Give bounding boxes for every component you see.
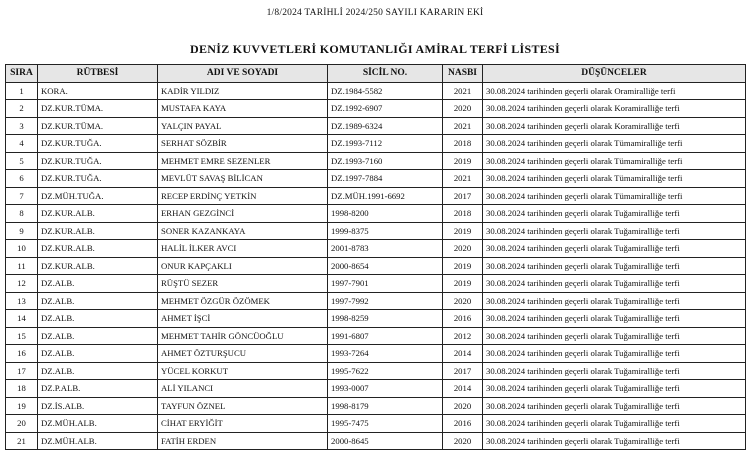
cell-name: MUSTAFA KAYA (158, 100, 328, 118)
cell-rutbe: DZ.KUR.ALB. (38, 222, 158, 240)
cell-rutbe: DZ.MÜH.ALB. (38, 432, 158, 450)
table-row (6, 380, 746, 398)
cell-sicil: DZ.1993-7160 (328, 152, 443, 170)
cell-nasbi: 2020 (443, 397, 483, 415)
table-row (6, 415, 746, 433)
cell-nasbi: 2020 (443, 240, 483, 258)
cell-sicil: 1995-7622 (328, 362, 443, 380)
table-row (6, 82, 746, 100)
cell-rutbe: DZ.KUR.ALB. (38, 205, 158, 223)
cell-name: ALİ YILANCI (158, 380, 328, 398)
cell-name: YALÇIN PAYAL (158, 117, 328, 135)
cell-sira: 7 (6, 187, 38, 205)
cell-sira: 16 (6, 345, 38, 363)
cell-name: RÜŞTÜ SEZER (158, 275, 328, 293)
table-row (6, 187, 746, 205)
cell-dusunceler: 30.08.2024 tarihinden geçerli olarak Tümamiralliğe terfi (483, 170, 746, 188)
cell-nasbi: 2021 (443, 117, 483, 135)
cell-name: TAYFUN ÖZNEL (158, 397, 328, 415)
cell-nasbi: 2019 (443, 275, 483, 293)
cell-name: SONER KAZANKAYA (158, 222, 328, 240)
cell-nasbi: 2019 (443, 222, 483, 240)
cell-name: MEHMET EMRE SEZENLER (158, 152, 328, 170)
table-row (6, 100, 746, 118)
cell-dusunceler: 30.08.2024 tarihinden geçerli olarak Koramiralliğe terfi (483, 117, 746, 135)
cell-nasbi: 2014 (443, 380, 483, 398)
cell-name: AHMET ÖZTURŞUCU (158, 345, 328, 363)
cell-rutbe: DZ.KUR.TUĞA. (38, 152, 158, 170)
cell-name: SERHAT SÖZBİR (158, 135, 328, 153)
cell-sicil: DZ.1992-6907 (328, 100, 443, 118)
header-note: 1/8/2024 TARİHLİ 2024/250 SAYILI KARARIN EKİ (266, 8, 484, 18)
cell-rutbe: DZ.P.ALB. (38, 380, 158, 398)
table-row (6, 397, 746, 415)
cell-name: MEHMET ÖZGÜR ÖZÖMEK (158, 292, 328, 310)
cell-dusunceler: 30.08.2024 tarihinden geçerli olarak Tümamiralliğe terfi (483, 135, 746, 153)
cell-dusunceler: 30.08.2024 tarihinden geçerli olarak Tuğamiralliğe terfi (483, 205, 746, 223)
cell-sira: 19 (6, 397, 38, 415)
cell-sicil: 1998-8259 (328, 310, 443, 328)
cell-sira: 4 (6, 135, 38, 153)
cell-sicil: DZ.1993-7112 (328, 135, 443, 153)
cell-name: AHMET İŞCİ (158, 310, 328, 328)
cell-nasbi: 2016 (443, 415, 483, 433)
cell-sicil: 1993-0007 (328, 380, 443, 398)
cell-rutbe: DZ.ALB. (38, 345, 158, 363)
cell-sicil: DZ.MÜH.1991-6692 (328, 187, 443, 205)
cell-nasbi: 2017 (443, 362, 483, 380)
cell-name: YÜCEL KORKUT (158, 362, 328, 380)
cell-sicil: 1991-6807 (328, 327, 443, 345)
cell-nasbi: 2014 (443, 345, 483, 363)
cell-rutbe: DZ.İS.ALB. (38, 397, 158, 415)
cell-sira: 9 (6, 222, 38, 240)
cell-sicil: 1997-7901 (328, 275, 443, 293)
column-header-sira: SIRA (6, 65, 38, 83)
document-title: DENİZ KUVVETLERİ KOMUTANLIĞI AMİRAL TERFİ LİSTESİ (189, 42, 560, 56)
table-row (6, 170, 746, 188)
cell-rutbe: DZ.ALB. (38, 275, 158, 293)
table-header-row (6, 65, 746, 83)
cell-sira: 6 (6, 170, 38, 188)
table-row (6, 257, 746, 275)
cell-sira: 21 (6, 432, 38, 450)
column-header-dusunceler: DÜŞÜNCELER (483, 65, 746, 83)
promotion-table (5, 64, 746, 450)
cell-dusunceler: 30.08.2024 tarihinden geçerli olarak Tümamiralliğe terfi (483, 187, 746, 205)
cell-nasbi: 2017 (443, 187, 483, 205)
column-header-rutbe: RÜTBESİ (38, 65, 158, 83)
cell-sicil: DZ.1984-5582 (328, 82, 443, 100)
cell-name: RECEP ERDİNÇ YETKİN (158, 187, 328, 205)
cell-sira: 10 (6, 240, 38, 258)
cell-sira: 17 (6, 362, 38, 380)
cell-dusunceler: 30.08.2024 tarihinden geçerli olarak Tuğamiralliğe terfi (483, 222, 746, 240)
table-row (6, 345, 746, 363)
cell-rutbe: KORA. (38, 82, 158, 100)
table-row (6, 205, 746, 223)
table-row (6, 152, 746, 170)
cell-rutbe: DZ.KUR.ALB. (38, 257, 158, 275)
cell-rutbe: DZ.KUR.ALB. (38, 240, 158, 258)
cell-name: MEHMET TAHİR GÖNCÜOĞLU (158, 327, 328, 345)
table-row (6, 240, 746, 258)
cell-sira: 12 (6, 275, 38, 293)
table-body (6, 82, 746, 450)
cell-dusunceler: 30.08.2024 tarihinden geçerli olarak Tuğamiralliğe terfi (483, 397, 746, 415)
cell-name: ERHAN GEZGİNCİ (158, 205, 328, 223)
cell-nasbi: 2016 (443, 310, 483, 328)
cell-rutbe: DZ.ALB. (38, 310, 158, 328)
cell-nasbi: 2019 (443, 152, 483, 170)
cell-dusunceler: 30.08.2024 tarihinden geçerli olarak Oramiralliğe terfi (483, 82, 746, 100)
cell-dusunceler: 30.08.2024 tarihinden geçerli olarak Tümamiralliğe terfi (483, 152, 746, 170)
cell-sicil: 2000-8654 (328, 257, 443, 275)
cell-dusunceler: 30.08.2024 tarihinden geçerli olarak Tuğamiralliğe terfi (483, 327, 746, 345)
cell-nasbi: 2018 (443, 135, 483, 153)
cell-dusunceler: 30.08.2024 tarihinden geçerli olarak Tuğamiralliğe terfi (483, 415, 746, 433)
table-row (6, 432, 746, 450)
cell-name: KADİR YILDIZ (158, 82, 328, 100)
cell-name: ONUR KAPÇAKLI (158, 257, 328, 275)
cell-sira: 20 (6, 415, 38, 433)
cell-nasbi: 2012 (443, 327, 483, 345)
cell-nasbi: 2020 (443, 432, 483, 450)
column-header-sicil: SİCİL NO. (328, 65, 443, 83)
cell-rutbe: DZ.ALB. (38, 292, 158, 310)
cell-dusunceler: 30.08.2024 tarihinden geçerli olarak Tuğamiralliğe terfi (483, 432, 746, 450)
table-row (6, 135, 746, 153)
cell-nasbi: 2018 (443, 205, 483, 223)
cell-sira: 8 (6, 205, 38, 223)
cell-rutbe: DZ.KUR.TÜMA. (38, 117, 158, 135)
cell-rutbe: DZ.ALB. (38, 327, 158, 345)
table-row (6, 292, 746, 310)
cell-dusunceler: 30.08.2024 tarihinden geçerli olarak Tuğamiralliğe terfi (483, 380, 746, 398)
cell-sira: 1 (6, 82, 38, 100)
column-header-nasbi: NASBI (443, 65, 483, 83)
cell-dusunceler: 30.08.2024 tarihinden geçerli olarak Tuğamiralliğe terfi (483, 275, 746, 293)
cell-sicil: DZ.1997-7884 (328, 170, 443, 188)
cell-name: MEVLÜT SAVAŞ BİLİCAN (158, 170, 328, 188)
cell-sicil: 1995-7475 (328, 415, 443, 433)
table-row (6, 362, 746, 380)
cell-sira: 13 (6, 292, 38, 310)
cell-nasbi: 2019 (443, 257, 483, 275)
cell-sicil: DZ.1989-6324 (328, 117, 443, 135)
table-row (6, 275, 746, 293)
cell-sicil: 2001-8783 (328, 240, 443, 258)
cell-name: HALİL İLKER AVCI (158, 240, 328, 258)
cell-nasbi: 2021 (443, 82, 483, 100)
cell-rutbe: DZ.KUR.TUĞA. (38, 135, 158, 153)
table-row (6, 327, 746, 345)
cell-rutbe: DZ.KUR.TÜMA. (38, 100, 158, 118)
cell-sicil: 2000-8645 (328, 432, 443, 450)
table-row (6, 117, 746, 135)
column-header-name: ADI VE SOYADI (158, 65, 328, 83)
table-row (6, 222, 746, 240)
cell-dusunceler: 30.08.2024 tarihinden geçerli olarak Tuğamiralliğe terfi (483, 362, 746, 380)
cell-rutbe: DZ.KUR.TUĞA. (38, 170, 158, 188)
cell-dusunceler: 30.08.2024 tarihinden geçerli olarak Tuğamiralliğe terfi (483, 310, 746, 328)
cell-sira: 3 (6, 117, 38, 135)
cell-nasbi: 2020 (443, 292, 483, 310)
cell-rutbe: DZ.ALB. (38, 362, 158, 380)
cell-sira: 5 (6, 152, 38, 170)
cell-sira: 14 (6, 310, 38, 328)
cell-sira: 2 (6, 100, 38, 118)
cell-rutbe: DZ.MÜH.ALB. (38, 415, 158, 433)
cell-sicil: 1993-7264 (328, 345, 443, 363)
cell-sicil: 1997-7992 (328, 292, 443, 310)
cell-dusunceler: 30.08.2024 tarihinden geçerli olarak Tuğamiralliğe terfi (483, 240, 746, 258)
cell-sira: 11 (6, 257, 38, 275)
cell-sicil: 1998-8200 (328, 205, 443, 223)
cell-rutbe: DZ.MÜH.TUĞA. (38, 187, 158, 205)
cell-sicil: 1999-8375 (328, 222, 443, 240)
cell-dusunceler: 30.08.2024 tarihinden geçerli olarak Tuğamiralliğe terfi (483, 257, 746, 275)
cell-nasbi: 2021 (443, 170, 483, 188)
cell-name: FATİH ERDEN (158, 432, 328, 450)
cell-dusunceler: 30.08.2024 tarihinden geçerli olarak Koramiralliğe terfi (483, 100, 746, 118)
cell-sira: 18 (6, 380, 38, 398)
cell-name: CİHAT ERYİĞİT (158, 415, 328, 433)
table-row (6, 310, 746, 328)
cell-nasbi: 2020 (443, 100, 483, 118)
cell-dusunceler: 30.08.2024 tarihinden geçerli olarak Tuğamiralliğe terfi (483, 345, 746, 363)
cell-sira: 15 (6, 327, 38, 345)
cell-sicil: 1998-8179 (328, 397, 443, 415)
cell-dusunceler: 30.08.2024 tarihinden geçerli olarak Tuğamiralliğe terfi (483, 292, 746, 310)
